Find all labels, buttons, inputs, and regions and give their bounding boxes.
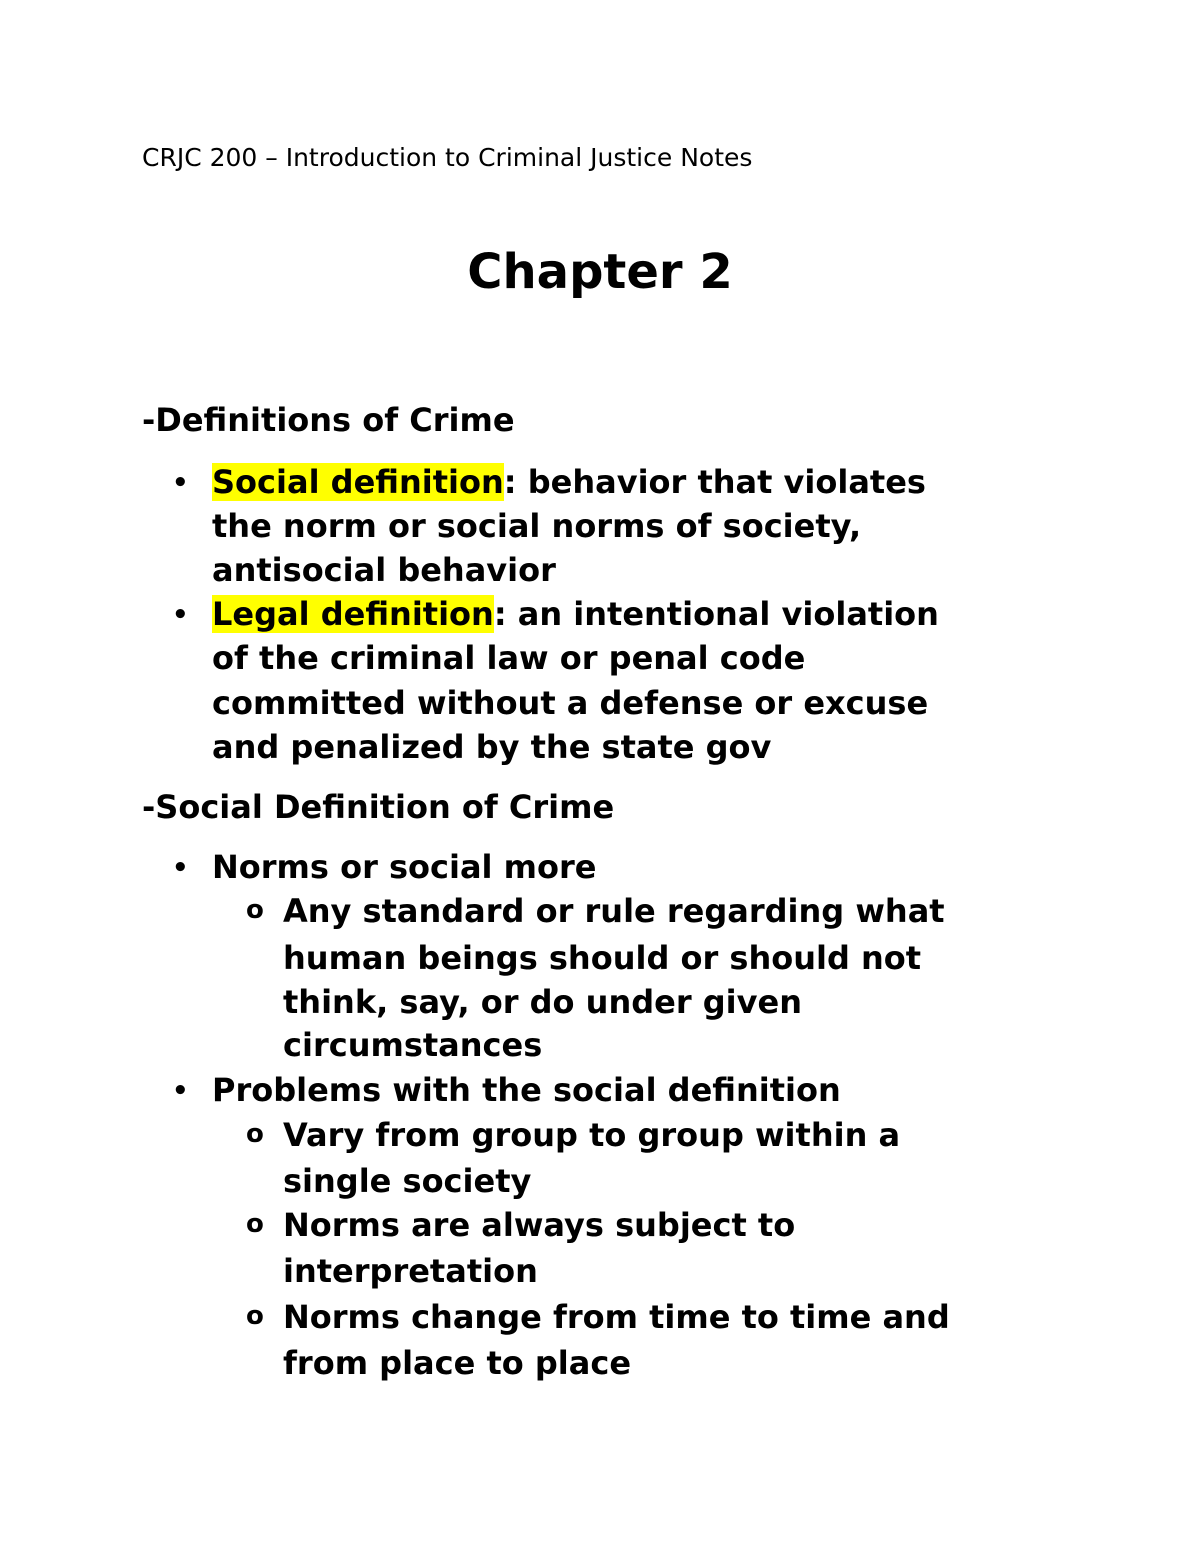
section-heading-definitions: -Definitions of Crime: [142, 401, 515, 439]
chapter-title: Chapter 2: [467, 244, 733, 300]
sub-item-line: human beings should or should not: [283, 939, 922, 977]
sub-item-line: think, say, or do under given: [283, 983, 802, 1021]
sub-item-line: Vary from group to group within a: [283, 1116, 901, 1154]
hollow-bullet-icon: o: [246, 1119, 264, 1149]
bullet-icon: •: [172, 600, 189, 630]
item-line: of the criminal law or penal code: [212, 639, 806, 677]
item-line: antisocial behavior: [212, 551, 556, 589]
sub-item-line: Any standard or rule regarding what: [283, 892, 945, 930]
item-line: and penalized by the state gov: [212, 728, 772, 766]
bullet-icon: •: [172, 468, 189, 498]
item-line: Problems with the social definition: [212, 1071, 841, 1109]
hollow-bullet-icon: o: [246, 1209, 264, 1239]
sub-item-line: Norms are always subject to: [283, 1206, 796, 1244]
item-line: [212, 592, 939, 636]
bullet-icon: •: [172, 1076, 189, 1106]
hollow-bullet-icon: o: [246, 895, 264, 925]
bullet-icon: •: [172, 853, 189, 883]
item-line: the norm or social norms of society,: [212, 507, 862, 545]
sub-item-line: interpretation: [283, 1252, 538, 1290]
item-text: an intentional violation: [506, 595, 939, 633]
sub-item-line: circumstances: [283, 1026, 543, 1064]
highlighted-term: Social definition: [212, 463, 504, 501]
item-line: committed without a defense or excuse: [212, 684, 929, 722]
sub-item-line: from place to place: [283, 1344, 632, 1382]
item-text: behavior that violates: [516, 463, 926, 501]
sub-item-line: Norms change from time to time and: [283, 1298, 950, 1336]
sub-item-line: single society: [283, 1162, 532, 1200]
term-colon: :: [503, 463, 517, 501]
hollow-bullet-icon: o: [246, 1301, 264, 1331]
term-colon: :: [493, 595, 507, 633]
section-heading-social-definition: -Social Definition of Crime: [142, 788, 615, 826]
course-header: CRJC 200 – Introduction to Criminal Justice Notes: [142, 143, 753, 172]
item-line: [212, 460, 926, 504]
item-line: Norms or social more: [212, 848, 597, 886]
highlighted-term: Legal definition: [212, 595, 494, 633]
